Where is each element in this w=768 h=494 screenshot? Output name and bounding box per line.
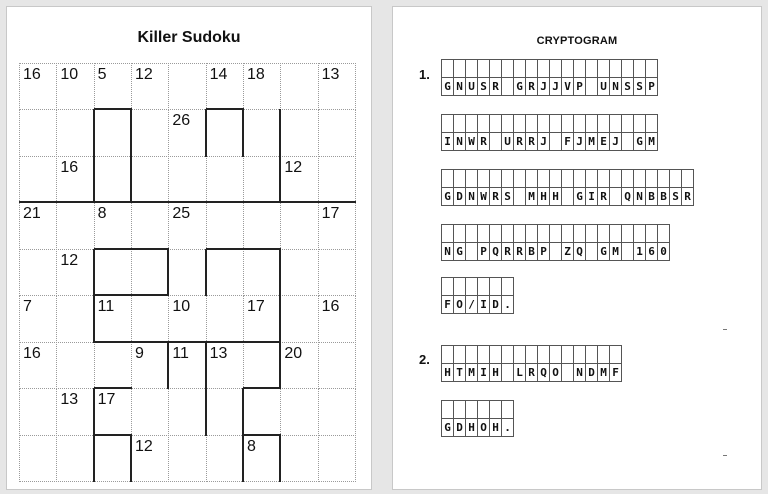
sudoku-cell — [318, 435, 356, 482]
cage-border — [279, 109, 281, 203]
cage-border — [167, 342, 169, 389]
sudoku-cell — [131, 295, 169, 342]
sudoku-cell — [56, 109, 94, 156]
cage-border — [206, 108, 244, 110]
sudoku-title: Killer Sudoku — [137, 29, 241, 46]
cage-border — [94, 108, 132, 110]
cage-sum: 16 — [23, 66, 41, 83]
sudoku-cell — [206, 249, 244, 296]
sudoku-cell — [56, 156, 94, 203]
letter-cell[interactable]: G — [441, 400, 454, 437]
letter-cell[interactable]: J — [609, 114, 622, 151]
cage-border — [279, 249, 281, 343]
sudoku-cell — [243, 388, 281, 435]
sudoku-cell — [168, 295, 206, 342]
cage-border — [130, 109, 132, 203]
cage-border — [167, 249, 169, 296]
sudoku-cell — [243, 249, 281, 296]
sudoku-cell — [131, 109, 169, 156]
cage-sum: 10 — [60, 66, 79, 83]
cage-border — [279, 435, 281, 482]
cage-border — [205, 109, 207, 156]
letter-cell[interactable]: Q — [573, 224, 586, 261]
cryptogram-line — [441, 400, 513, 437]
cage-sum: 17 — [321, 205, 340, 223]
letter-cell[interactable]: N — [633, 169, 646, 206]
sudoku-cell — [19, 342, 57, 389]
sudoku-cell — [318, 388, 356, 435]
sudoku-cell — [56, 63, 94, 110]
letter-cell[interactable]: O — [477, 400, 490, 437]
letter-cell[interactable]: 1 — [633, 224, 646, 261]
letter-cell[interactable]: H — [441, 345, 454, 382]
cage-border — [94, 341, 282, 343]
sudoku-cell — [318, 109, 356, 156]
cryptogram-title: CRYPTOGRAM — [536, 35, 618, 47]
sudoku-cell — [94, 295, 132, 342]
sudoku-cell — [280, 342, 318, 389]
cage-border — [94, 387, 132, 389]
letter-cell[interactable]: H — [537, 169, 550, 206]
sudoku-cell — [94, 156, 132, 203]
letter-cell[interactable]: R — [489, 59, 502, 96]
letter-cell[interactable]: . — [501, 400, 514, 437]
cryptogram-line — [441, 224, 669, 261]
sudoku-cell — [280, 63, 318, 110]
sudoku-cell — [280, 156, 318, 203]
cryptogram-line — [441, 114, 657, 151]
letter-cell[interactable]: D — [585, 345, 598, 382]
cage-sum: 20 — [284, 344, 303, 362]
letter-cell[interactable]: R — [477, 114, 490, 151]
cage-border — [279, 342, 281, 389]
sudoku-cell — [94, 342, 132, 389]
cryptogram-line — [441, 277, 513, 314]
cage-sum: 8 — [247, 437, 256, 455]
letter-cell[interactable]: U — [597, 59, 610, 96]
cage-border — [206, 248, 282, 250]
cage-sum: 18 — [247, 66, 265, 83]
sudoku-cell — [318, 295, 356, 342]
letter-cell[interactable]: I — [585, 169, 598, 206]
sudoku-cell — [131, 63, 169, 110]
letter-cell[interactable]: N — [573, 345, 586, 382]
sudoku-cell — [243, 202, 281, 249]
sudoku-cell — [280, 249, 318, 296]
sudoku-cell — [280, 435, 318, 482]
letter-cell[interactable]: F — [561, 114, 574, 151]
sudoku-cell — [56, 342, 94, 389]
cage-sum: 12 — [60, 251, 79, 269]
letter-cell[interactable]: F — [609, 345, 622, 382]
cage-border — [93, 388, 95, 482]
letter-cell[interactable]: M — [609, 224, 622, 261]
letter-cell[interactable]: H — [489, 400, 502, 437]
letter-cell[interactable]: M — [597, 345, 610, 382]
cage-sum: 12 — [135, 437, 153, 455]
letter-cell[interactable]: G — [453, 224, 466, 261]
cage-border — [19, 201, 356, 203]
letter-cell[interactable]: H — [465, 400, 478, 437]
sudoku-cell — [168, 109, 206, 156]
letter-cell[interactable]: W — [465, 114, 478, 151]
cage-sum: 12 — [284, 158, 303, 176]
sudoku-cell — [94, 109, 132, 156]
cage-border — [94, 434, 132, 436]
letter-cell[interactable]: Q — [621, 169, 634, 206]
letter-cell[interactable]: Z — [561, 224, 574, 261]
sudoku-cell — [168, 63, 206, 110]
letter-cell[interactable]: G — [513, 59, 526, 96]
cryptogram-line — [441, 345, 621, 382]
letter-cell[interactable]: N — [465, 169, 478, 206]
cage-border — [130, 435, 132, 482]
sudoku-grid — [19, 63, 355, 481]
sudoku-cell — [243, 156, 281, 203]
letter-cell[interactable]: B — [525, 224, 538, 261]
sudoku-cell — [131, 435, 169, 482]
sudoku-cell — [131, 156, 169, 203]
sudoku-cell — [243, 63, 281, 110]
cage-sum: 26 — [172, 112, 191, 130]
dash-mark — [723, 329, 727, 330]
sudoku-cell — [168, 435, 206, 482]
cage-sum: 8 — [97, 205, 107, 223]
sudoku-cell — [168, 342, 206, 389]
letter-cell[interactable]: N — [453, 114, 466, 151]
letter-cell[interactable]: R — [525, 59, 538, 96]
sudoku-cell — [131, 342, 169, 389]
sudoku-cell — [19, 156, 57, 203]
letter-cell[interactable]: Q — [537, 345, 550, 382]
letter-cell[interactable]: M — [585, 114, 598, 151]
letter-cell[interactable]: G — [633, 114, 646, 151]
letter-cell[interactable]: U — [465, 59, 478, 96]
letter-cell[interactable]: J — [549, 59, 562, 96]
sudoku-cell — [168, 249, 206, 296]
sudoku-cell — [318, 156, 356, 203]
letter-cell[interactable]: G — [441, 59, 454, 96]
letter-cell[interactable]: S — [621, 59, 634, 96]
letter-cell[interactable]: V — [561, 59, 574, 96]
sudoku-cell — [243, 109, 281, 156]
letter-cell[interactable]: S — [501, 169, 514, 206]
letter-cell[interactable]: 6 — [645, 224, 658, 261]
sudoku-cell — [94, 202, 132, 249]
cage-sum: 10 — [172, 298, 191, 316]
sudoku-cell — [94, 249, 132, 296]
sudoku-cell — [94, 63, 132, 110]
letter-cell[interactable]: N — [441, 224, 454, 261]
sudoku-cell — [206, 202, 244, 249]
letter-cell[interactable]: M — [645, 114, 658, 151]
sudoku-cell — [19, 295, 57, 342]
sudoku-cell — [280, 109, 318, 156]
cryptogram-page — [392, 6, 762, 490]
letter-cell[interactable]: P — [573, 59, 586, 96]
sudoku-cell — [56, 388, 94, 435]
letter-cell[interactable]: B — [645, 169, 658, 206]
sudoku-cell — [206, 109, 244, 156]
letter-cell[interactable]: E — [597, 114, 610, 151]
letter-cell[interactable]: S — [633, 59, 646, 96]
cage-border — [243, 434, 281, 436]
sudoku-cell — [56, 249, 94, 296]
sudoku-cell — [206, 295, 244, 342]
letter-cell[interactable]: . — [501, 277, 514, 314]
letter-cell[interactable]: R — [525, 114, 538, 151]
letter-cell[interactable]: R — [525, 345, 538, 382]
cage-sum: 16 — [321, 298, 340, 316]
cage-sum: 13 — [60, 391, 79, 409]
letter-cell[interactable]: O — [453, 277, 466, 314]
sudoku-cell — [94, 435, 132, 482]
letter-cell[interactable]: R — [597, 169, 610, 206]
letter-cell[interactable]: M — [465, 345, 478, 382]
sudoku-cell — [56, 295, 94, 342]
letter-cell[interactable]: G — [597, 224, 610, 261]
sudoku-cell — [243, 295, 281, 342]
sudoku-cell — [168, 156, 206, 203]
cage-sum: 21 — [23, 205, 41, 223]
puzzle-number: 1. — [419, 67, 430, 82]
cryptogram-line — [441, 169, 693, 206]
letter-cell[interactable]: P — [537, 224, 550, 261]
cage-sum: 11 — [172, 344, 189, 362]
sudoku-cell — [131, 202, 169, 249]
letter-cell[interactable]: F — [441, 277, 454, 314]
letter-cell[interactable]: D — [489, 277, 502, 314]
cage-sum: 16 — [60, 158, 79, 176]
cage-sum: 14 — [209, 66, 228, 83]
cage-border — [205, 249, 207, 296]
sudoku-cell — [318, 63, 356, 110]
sudoku-cell — [19, 388, 57, 435]
letter-cell[interactable]: R — [489, 169, 502, 206]
letter-cell[interactable]: N — [609, 59, 622, 96]
cryptogram-line — [441, 59, 657, 96]
letter-cell[interactable]: R — [681, 169, 694, 206]
sudoku-cell — [94, 388, 132, 435]
cage-sum: 25 — [172, 205, 191, 223]
cage-border — [93, 109, 95, 203]
sudoku-cell — [19, 249, 57, 296]
letter-cell[interactable]: / — [465, 277, 478, 314]
letter-cell[interactable]: D — [453, 400, 466, 437]
cage-sum: 12 — [135, 66, 153, 83]
cage-sum: 7 — [23, 298, 32, 316]
sudoku-cell — [318, 249, 356, 296]
letter-cell[interactable]: 0 — [657, 224, 670, 261]
sudoku-cell — [280, 202, 318, 249]
letter-cell[interactable]: J — [537, 59, 550, 96]
sudoku-cell — [56, 435, 94, 482]
letter-cell[interactable]: H — [489, 345, 502, 382]
letter-cell[interactable]: W — [477, 169, 490, 206]
cage-border — [205, 342, 207, 436]
sudoku-cell — [206, 63, 244, 110]
cage-border — [131, 341, 169, 343]
sudoku-cell — [168, 202, 206, 249]
letter-cell[interactable]: P — [645, 59, 658, 96]
sudoku-cell — [56, 202, 94, 249]
sudoku-cell — [206, 435, 244, 482]
letter-cell[interactable]: R — [513, 114, 526, 151]
letter-cell[interactable]: P — [477, 224, 490, 261]
cage-sum: 16 — [23, 344, 41, 362]
letter-cell[interactable]: G — [573, 169, 586, 206]
letter-cell[interactable]: R — [513, 224, 526, 261]
cage-sum: 9 — [135, 344, 144, 362]
letter-cell[interactable]: I — [477, 277, 490, 314]
letter-cell[interactable]: H — [549, 169, 562, 206]
sudoku-cell — [131, 388, 169, 435]
cage-sum: 11 — [97, 298, 115, 316]
sudoku-cell — [19, 202, 57, 249]
sudoku-cell — [280, 295, 318, 342]
letter-cell[interactable]: I — [441, 114, 454, 151]
sudoku-cell — [318, 342, 356, 389]
cage-border — [242, 388, 244, 482]
letter-cell[interactable]: R — [501, 224, 514, 261]
letter-cell[interactable]: S — [669, 169, 682, 206]
cage-sum: 17 — [97, 391, 116, 409]
sudoku-cell — [131, 249, 169, 296]
letter-cell[interactable]: J — [537, 114, 550, 151]
sudoku-cell — [206, 156, 244, 203]
cage-sum: 17 — [247, 298, 265, 316]
puzzle-number: 2. — [419, 352, 430, 367]
letter-cell[interactable]: B — [657, 169, 670, 206]
sudoku-cell — [206, 342, 244, 389]
sudoku-cell — [318, 202, 356, 249]
sudoku-cell — [206, 388, 244, 435]
cage-border — [94, 248, 170, 250]
letter-cell[interactable]: M — [525, 169, 538, 206]
sudoku-cell — [243, 342, 281, 389]
killer-sudoku-page — [6, 6, 372, 490]
sudoku-cell — [19, 63, 57, 110]
sudoku-cell — [280, 388, 318, 435]
sudoku-cell — [243, 435, 281, 482]
letter-cell[interactable]: N — [453, 59, 466, 96]
sudoku-cell — [19, 109, 57, 156]
letter-cell[interactable]: O — [549, 345, 562, 382]
sudoku-cell — [168, 388, 206, 435]
dash-mark — [723, 455, 727, 456]
letter-cell[interactable]: G — [441, 169, 454, 206]
letter-cell[interactable]: D — [453, 169, 466, 206]
cage-border — [243, 387, 281, 389]
cage-sum: 13 — [321, 66, 340, 83]
letter-cell[interactable]: Q — [489, 224, 502, 261]
letter-cell[interactable]: L — [513, 345, 526, 382]
cage-sum: 13 — [209, 344, 228, 362]
cage-border — [94, 294, 170, 296]
cage-sum: 5 — [97, 66, 107, 83]
letter-cell[interactable]: J — [573, 114, 586, 151]
letter-cell[interactable]: S — [477, 59, 490, 96]
letter-cell[interactable]: I — [477, 345, 490, 382]
cage-border — [242, 109, 244, 156]
cage-border — [93, 249, 95, 343]
sudoku-cell — [19, 435, 57, 482]
letter-cell[interactable]: T — [453, 345, 466, 382]
letter-cell[interactable]: U — [501, 114, 514, 151]
